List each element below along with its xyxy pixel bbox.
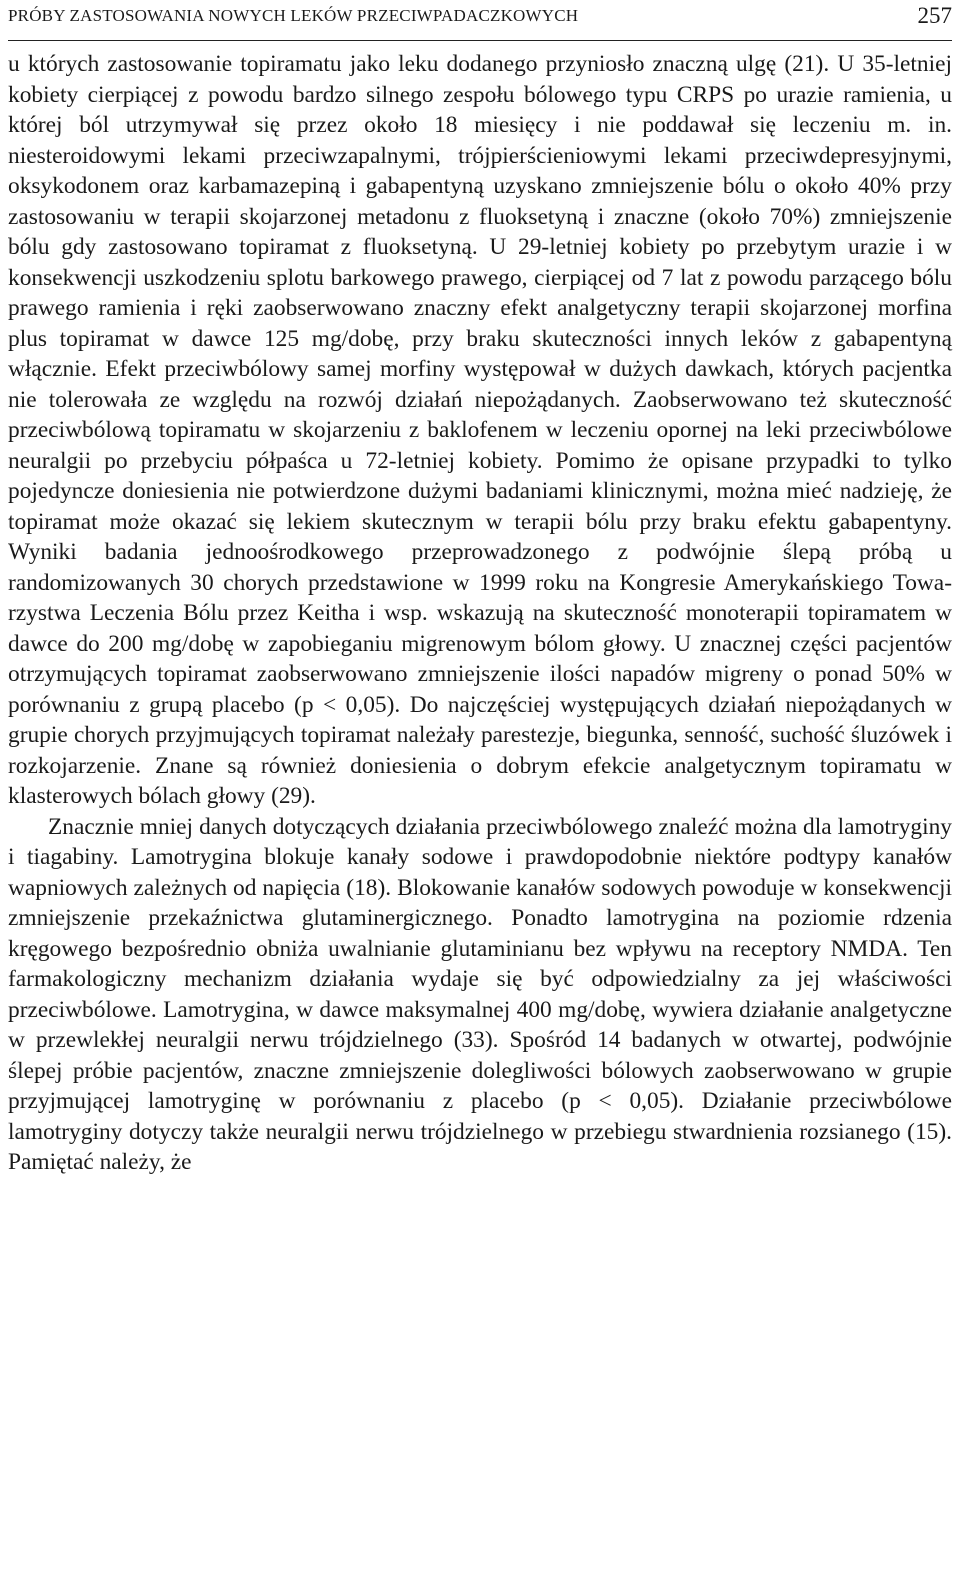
document-page bbox=[8, 0, 952, 1178]
running-header bbox=[8, 0, 952, 41]
paragraph-2: Znacznie mniej danych dotyczących działania przeciwbólowego znaleźć można dla lamotryginy i tiagabiny. Lamotrygina blokuje kanały sodowe i prawdopodobnie niektóre podtypy kanałów wapniowych zależnych od napięcia (18). Blokowanie kanałów sodowych powoduje w konsekwencji zmniejszenie przekaźnictwa glutaminergicznego. Ponadto lamotrygina na poziomie rdzenia kręgowego bezpośrednio obniża uwalnianie glutaminianu bez wpływu na receptory NMDA. Ten farmakologiczny mechanizm działania wydaje się być odpowiedzialny za jej właściwości przeciwbólowe. Lamotrygina, w dawce maksymalnej 400 mg/dobę, wywiera działanie analgetyczne w przewlekłej neuralgii nerwu trójdzielnego (33). Spośród 14 badanych w otwartej, podwójnie ślepej próbie pacjentów, znaczne zmniejszenie dolegliwości bólowych zaobserwowano w grupie przyjmującej lamotryginę w porównaniu z placebo (p < 0,05). Działanie przeciwbólowe lamotryginy dotyczy także neuralgii nerwu trójdzielnego w przebiegu stwardnienia rozsianego (15). Pamiętać należy, że bbox=[8, 813, 952, 1175]
paragraph-1: u których zastosowanie topiramatu jako leku dodanego przyniosło znaczną ulgę (21). U 35-letniej kobiety cierpiącej z powodu bardzo silnego zespołu bólowego typu CRPS po urazie ramienia, u której ból utrzymywał się przez około 18 miesięcy i nie poddawał się leczeniu m. in. niesteroidowymi lekami przeciwzapalnymi, trójpierścieniowymi lekami przeciwdepresyjnymi, oksykodonem oraz karbamazepiną i gabapentyną uzyskano zmniejszenie bólu o około 40% przy zastosowaniu w terapii skojarzonej metadonu z fluoksetyną i znaczne (około 70%) zmniejszenie bólu gdy zastosowano topiramat z fluoksetyną. U 29-letniej kobiety po przebytym urazie i w konsekwencji uszkodzeniu splotu barkowego prawego, cierpiącej od 7 lat z powodu parzącego bólu prawego ramienia i ręki zaobserwowano znaczny efekt analgetyczny terapii skojarzonej morfina plus topiramat w dawce 125 mg/dobę, przy braku skuteczności innych leków z gabapentyną włącznie. Efekt przeciwbólowy samej morfiny występował w dużych dawkach, których pacjentka nie tolerowała ze względu na rozwój działań niepożądanych. Zaobserwowano też skuteczność przeciwbólową topiramatu w skojarzeniu z baklofenem w leczeniu opornej na leki przeciwbólowe neuralgii po przebyciu półpaśca u 72-letniej kobiety. Pomimo że opisane przypadki to tylko pojedyncze doniesienia nie potwierdzone dużymi badaniami klinicznymi, można mieć nadzieję, że topiramat może okazać się lekiem skutecznym w terapii bólu przy braku efektu gabapentyny. Wyniki badania jednoośrodkowego przeprowadzonego z podwójnie ślepą próbą u randomizowanych 30 chorych przedstawione w 1999 roku na Kongresie Amerykańskiego Towarzystwa Leczenia Bólu przez Keitha i wsp. wskazują na skuteczność monoterapii topiramatem w dawce do 200 mg/dobę w zapobieganiu migrenowym bólom głowy. U znacznej części pacjentów otrzymujących topiramat zaobserwowano zmniejszenie ilości napadów migreny o ponad 50% w porównaniu z grupą placebo (p < 0,05). Do najczęściej występujących działań niepożądanych w grupie chorych przyjmujących topiramat należały parestezje, biegunka, senność, suchość śluzówek i rozkojarzenie. Znane są również doniesienia o dobrym efekcie analgetycznym topiramatu w klasterowych bólach głowy (29). bbox=[8, 51, 952, 809]
page-number: 257 bbox=[917, 3, 952, 28]
running-title: PRÓBY ZASTOSOWANIA NOWYCH LEKÓW PRZECIWPADACZKOWYCH bbox=[8, 6, 579, 25]
body-text bbox=[8, 49, 952, 1178]
